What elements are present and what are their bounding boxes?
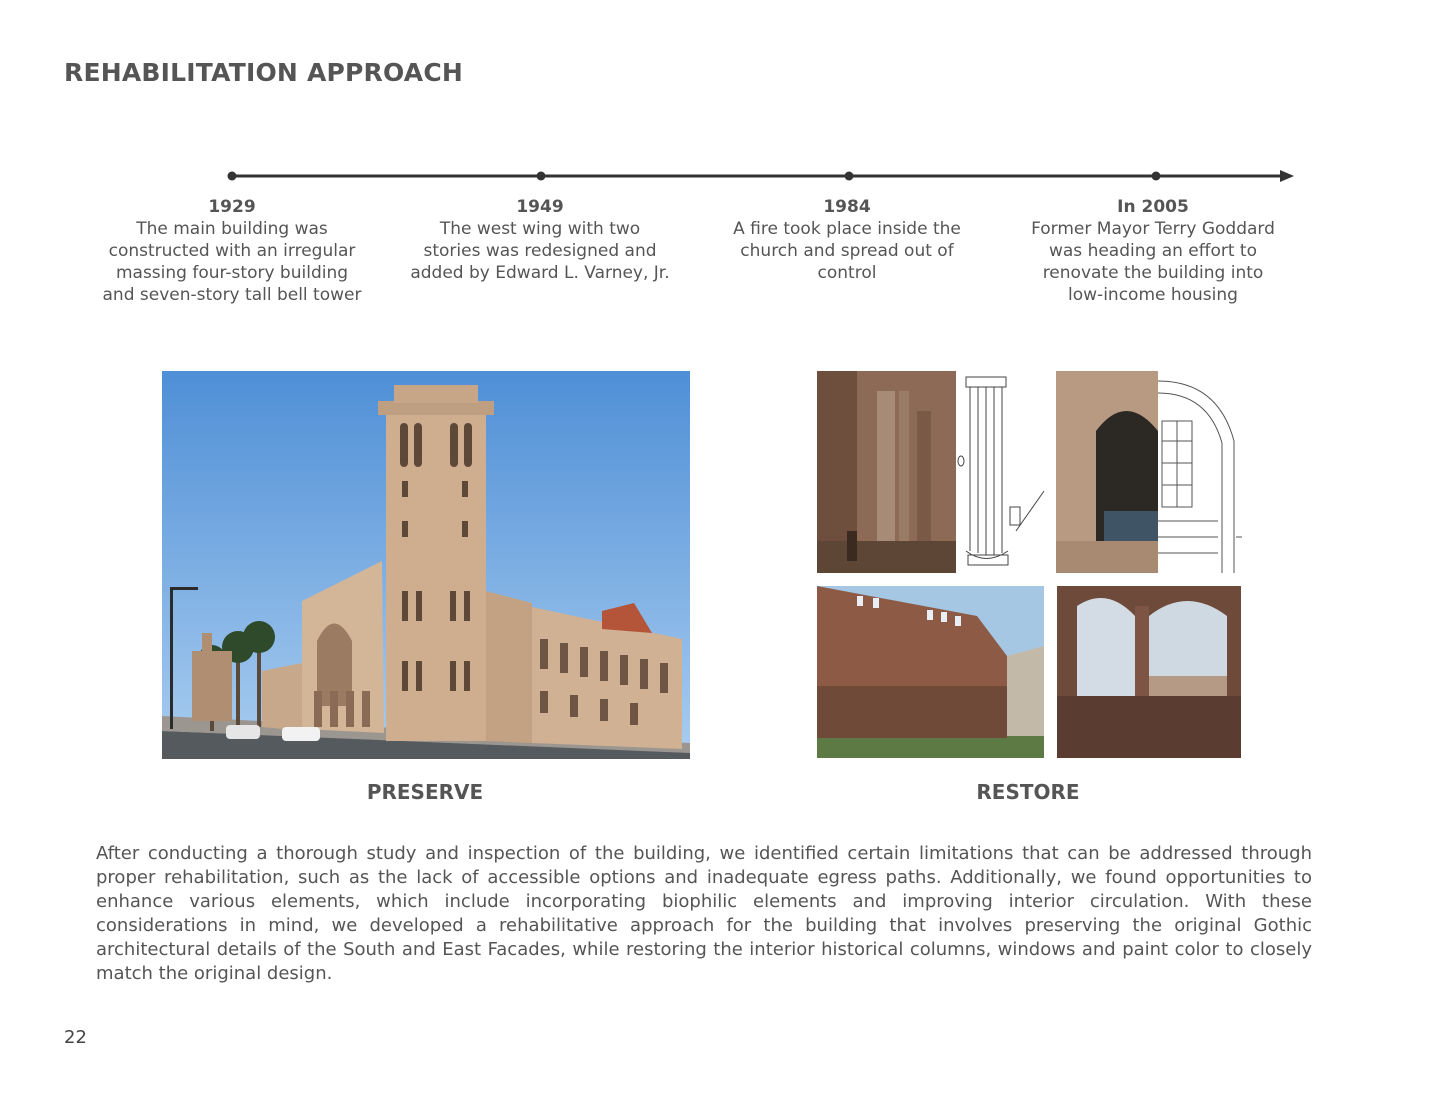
milestone-description: A fire took place inside the church and spread out of control bbox=[733, 219, 961, 283]
timeline-milestone-1929 bbox=[102, 196, 362, 306]
timeline-arrow bbox=[222, 164, 1302, 188]
milestone-description: The main building was constructed with an irregular massing four-story building and seven-story tall bell tower bbox=[102, 219, 362, 305]
timeline-dot-2005 bbox=[1152, 172, 1161, 181]
timeline-dot-1929 bbox=[228, 172, 237, 181]
milestone-year: 1949 bbox=[516, 197, 564, 217]
preserve-caption: PRESERVE bbox=[366, 780, 484, 804]
timeline-milestone-2005 bbox=[1023, 196, 1283, 306]
restore-window-interior-photo bbox=[1057, 586, 1241, 758]
restore-window-drawing bbox=[1158, 371, 1242, 573]
timeline-dot-1949 bbox=[537, 172, 546, 181]
restore-column-drawing bbox=[956, 371, 1056, 573]
timeline-dot-1984 bbox=[845, 172, 854, 181]
milestone-year: In 2005 bbox=[1117, 197, 1189, 217]
milestone-description: The west wing with two stories was redesigned and added by Edward L. Varney, Jr. bbox=[410, 219, 670, 283]
page-title: REHABILITATION APPROACH bbox=[64, 58, 463, 87]
restore-column-interior-photo bbox=[817, 371, 956, 573]
milestone-year: 1929 bbox=[208, 197, 256, 217]
restore-brick-wall-photo bbox=[817, 586, 1044, 758]
preserve-building-photo bbox=[162, 371, 690, 759]
page-number: 22 bbox=[64, 1027, 87, 1048]
timeline-milestone-1949 bbox=[410, 196, 670, 284]
body-paragraph: After conducting a thorough study and inspection of the building, we identified certain limitations that can be addressed through proper rehabilitation, such as the lack of accessible options and inadequate egress paths. Additionally, we found opportunities to enhance various elements, which include incorporating biophilic elements and improving interior circulation. With these considerations in mind, we developed a rehabilitative approach for the building that involves preserving the original Gothic architectural details of the South and East Facades, while restoring the interior historical columns, windows and paint color to closely match the original design. bbox=[96, 843, 1312, 984]
restore-window-arch-photo bbox=[1056, 371, 1158, 573]
timeline-milestone-1984 bbox=[717, 196, 977, 284]
milestone-description: Former Mayor Terry Goddard was heading an effort to renovate the building into low-income housing bbox=[1031, 219, 1275, 305]
restore-caption: RESTORE bbox=[976, 780, 1080, 804]
milestone-year: 1984 bbox=[823, 197, 871, 217]
